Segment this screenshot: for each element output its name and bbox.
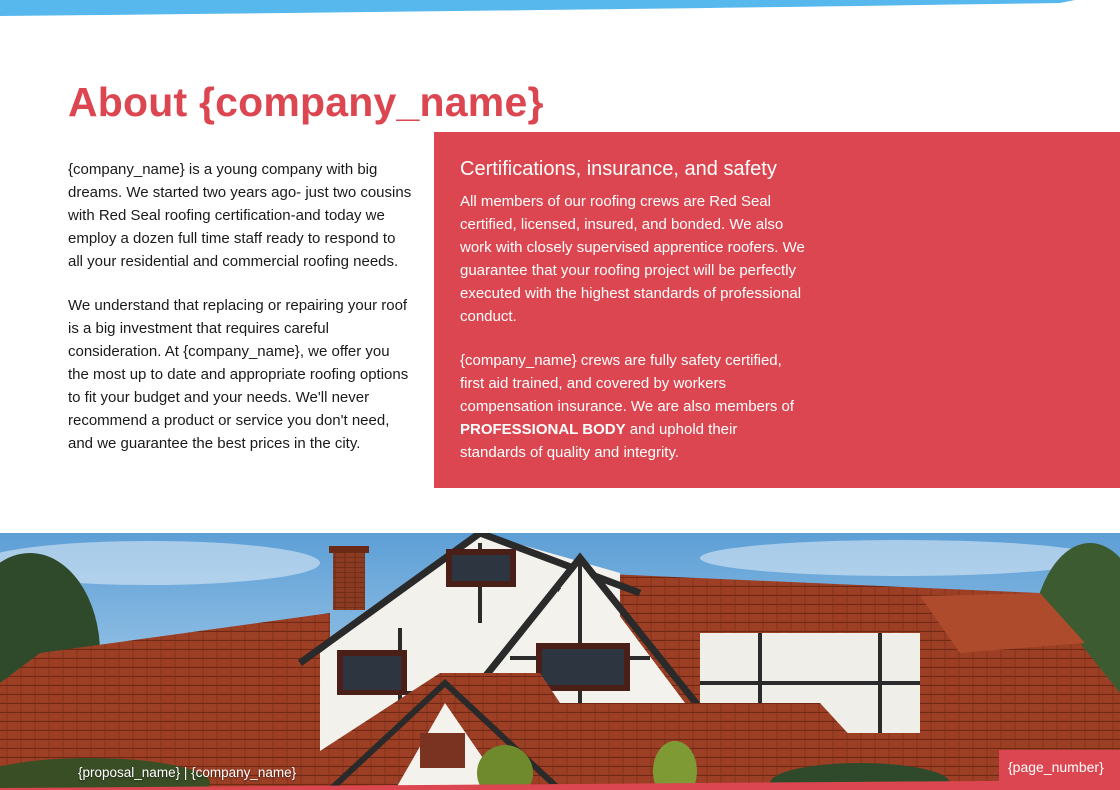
certifications-panel (434, 132, 1120, 488)
bottom-decorative-stripe (0, 780, 1120, 790)
professional-body-text: PROFESSIONAL BODY (460, 421, 626, 438)
footer-proposal-company: {proposal_name} | {company_name} (78, 765, 297, 780)
page-title: About {company_name} (68, 79, 544, 125)
panel-paragraph-2-start: {company_name} crews are fully safety certified, first aid trained, and covered by workers compensation insurance. We are also members of (460, 352, 795, 415)
page-number-badge: {page_number} (999, 750, 1120, 782)
panel-paragraph-2-end: and uphold their standards of quality and integrity. (460, 421, 738, 461)
house-photo (0, 533, 1120, 790)
panel-paragraph-2 (460, 349, 805, 464)
intro-paragraph-1: {company_name} is a young company with big dreams. We started two years ago- just two cousins with Red Seal roofing certification-and today we employ a dozen full time staff ready to respond to all your residential and commercial roofing needs. (68, 161, 412, 270)
intro-paragraph-2: We understand that replacing or repairing your roof is a big investment that requires careful consideration. At {company_name}, we offer you the most up to date and appropriate roofing options to fit your budget and your needs. We'll never recommend a product or service you don't need, and we guarantee the best prices in the city. (68, 297, 409, 452)
intro-text (68, 158, 413, 476)
panel-paragraph-1: All members of our roofing crews are Red Seal certified, licensed, insured, and bonded. We also work with closely supervised apprentice roofers. We guarantee that your roofing project will be perfectly executed with the highest standards of professional conduct. (460, 193, 805, 325)
top-decorative-stripe (0, 0, 1120, 22)
panel-heading: Certifications, insurance, and safety (460, 158, 777, 180)
